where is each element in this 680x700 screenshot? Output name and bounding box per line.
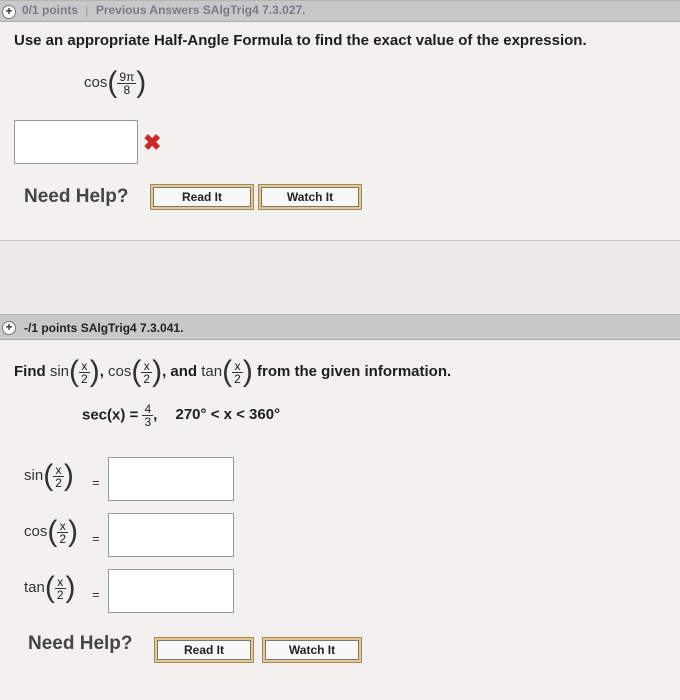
half-x-fraction — [141, 360, 152, 385]
row-fn: sin — [24, 466, 44, 484]
close-paren: ) — [152, 355, 163, 388]
q2-given — [82, 403, 280, 428]
close-paren: ) — [68, 515, 79, 548]
q2-need-help: Need Help? — [28, 633, 133, 654]
frac-den: 2 — [81, 371, 88, 386]
q2-watch-it-button[interactable] — [262, 637, 362, 663]
cos-half-x-label — [24, 515, 78, 549]
open-paren: ( — [47, 515, 58, 548]
q1-read-it-button[interactable] — [150, 184, 254, 210]
q1-denominator: 8 — [123, 82, 131, 97]
given-fraction — [142, 403, 153, 428]
frac-num: x — [141, 360, 152, 373]
q1-watch-it-label: Watch It — [261, 187, 359, 207]
half-x-fraction — [232, 360, 243, 385]
q2-read-it-button[interactable] — [154, 637, 254, 663]
q1-body — [0, 22, 680, 240]
given-den: 3 — [144, 415, 152, 429]
incorrect-x-icon: ✖ — [143, 130, 162, 155]
sin-half-x-input[interactable] — [108, 457, 234, 501]
close-paren: ) — [136, 66, 147, 99]
row-fn: tan — [24, 578, 45, 596]
q1-numerator: 9π — [119, 69, 135, 84]
open-paren: ( — [44, 571, 55, 604]
open-paren: ( — [43, 459, 54, 492]
q1-header — [0, 0, 680, 22]
row-fn: cos — [24, 522, 48, 540]
header-separator: | — [85, 3, 89, 17]
q1-points: 0/1 points — [22, 3, 79, 17]
open-paren: ( — [69, 355, 80, 388]
expand-plus-icon[interactable]: + — [2, 321, 16, 335]
frac-num: x — [55, 576, 66, 589]
frac-num: x — [232, 360, 243, 373]
frac-den: 2 — [55, 475, 62, 490]
prompt-rest: from the given information. — [256, 362, 452, 380]
open-paren: ( — [222, 355, 233, 388]
q2-prompt — [14, 355, 451, 389]
q2-header-text — [24, 321, 183, 335]
open-paren: ( — [131, 355, 142, 388]
frac-den: 2 — [234, 371, 241, 386]
frac-num: x — [57, 520, 68, 533]
prompt-and: , and — [162, 362, 198, 380]
tan-half-x-input[interactable] — [108, 569, 234, 613]
given-comma: , — [153, 406, 158, 424]
prompt-comma: , — [99, 362, 104, 380]
frac-den: 2 — [59, 531, 67, 546]
previous-answers-link[interactable]: Previous Answers — [95, 3, 200, 17]
q1-code: SAlgTrig4 7.3.027. — [202, 3, 306, 17]
q2-points: -/1 points — [24, 321, 78, 335]
half-x-fraction — [53, 464, 64, 489]
q2-code: SAlgTrig4 7.3.041. — [80, 321, 184, 335]
prompt-cos: cos — [108, 362, 132, 380]
equals-sign: = — [92, 587, 100, 602]
cos-half-x-input[interactable] — [108, 513, 234, 557]
tan-half-x-label — [24, 571, 76, 605]
prompt-tan: tan — [201, 362, 223, 380]
q1-fraction — [117, 71, 136, 96]
half-x-fraction — [55, 576, 66, 601]
equals-sign: = — [92, 531, 100, 546]
prompt-find: Find — [14, 362, 46, 380]
q2-watch-it-label: Watch It — [265, 640, 359, 660]
sin-half-x-label — [24, 459, 74, 493]
given-range: 270° < x < 360° — [175, 406, 281, 424]
open-paren: ( — [107, 66, 118, 99]
prompt-sin: sin — [49, 362, 70, 380]
q2-read-it-label: Read It — [157, 640, 251, 660]
q1-answer-input[interactable] — [14, 120, 138, 164]
q1-header-text — [22, 3, 306, 17]
frac-den: 2 — [143, 371, 151, 386]
q1-expression — [84, 66, 146, 100]
q1-read-it-label: Read It — [153, 187, 251, 207]
q1-need-help: Need Help? — [24, 186, 129, 207]
equals-sign: = — [92, 475, 100, 490]
close-paren: ) — [242, 355, 253, 388]
q1-prompt: Use an appropriate Half-Angle Formula to find the exact value of the expression. — [14, 32, 587, 49]
given-lhs: sec(x) = — [82, 406, 139, 424]
q1-watch-it-button[interactable] — [258, 184, 362, 210]
frac-den: 2 — [56, 587, 64, 602]
close-paren: ) — [89, 355, 100, 388]
q2-header — [0, 314, 680, 340]
close-paren: ) — [65, 571, 76, 604]
close-paren: ) — [63, 459, 74, 492]
expand-plus-icon[interactable]: + — [2, 5, 16, 19]
half-x-fraction — [57, 520, 68, 545]
q1-fn: cos — [84, 73, 108, 91]
half-x-fraction — [79, 360, 90, 385]
q2-body — [0, 341, 680, 700]
section-divider — [0, 240, 680, 241]
given-num: 4 — [144, 402, 152, 416]
frac-num: x — [79, 360, 90, 373]
frac-num: x — [53, 464, 64, 477]
